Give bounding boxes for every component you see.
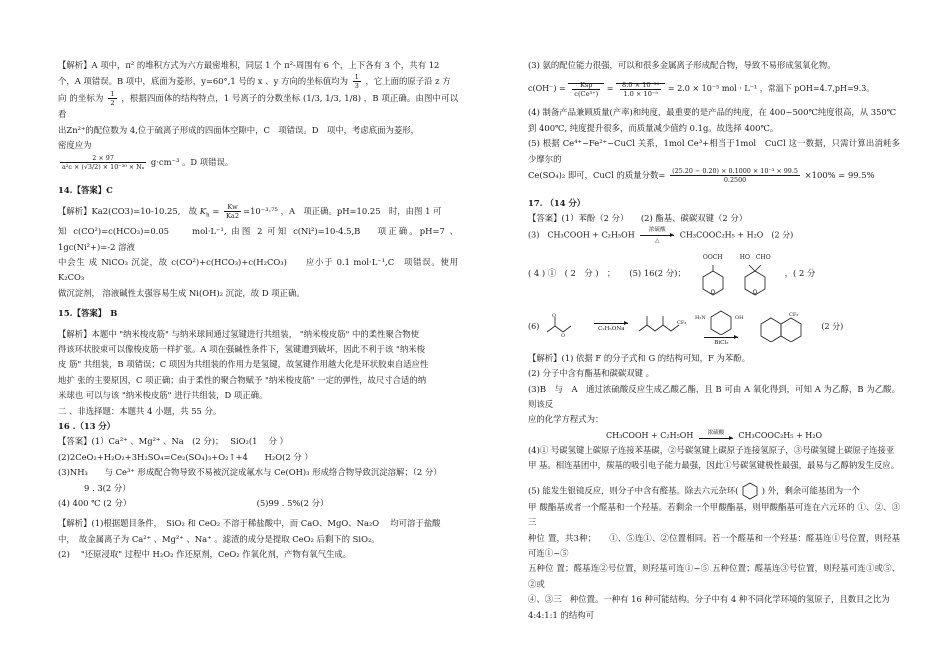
q17-explanation-4b: 甲 基。相连基团中，羰基的吸引电子能力最强，因此①号碳氢键极性最强，最易与乙醇钠发生反应。 — [528, 460, 900, 471]
q17-answer-4-5-row: ( 4 ) ① ( 2 分 ) ； (5) 16(2 分)； OOCH O HO CHO O ，( 2 分 — [528, 250, 900, 297]
aminophenol-icon — [693, 307, 749, 335]
q15-analysis-line2: 得该环状胶束可以像梭皮筋一样扩张。A 项在强碱性条件下，氢键遭到破坏，因此不利于该 "纳米梭 — [58, 343, 425, 354]
oh-concentration-formula: c(OH⁻) = $\frac{\text{Ksp}}{\text{c(Ce³⁺)}}$ = $\frac{\text{8.0 × 10⁻²¹}}{\text{1.0 × 10⁻⁵}}$ = 2.0 × 10⁻⁵ mol · L⁻¹ ，常温下 pOH=4.7,pH=9.3。 — [528, 80, 875, 98]
q16-title: 16 .（13 分） — [58, 420, 116, 431]
q14-analysis-line2: 知 c(CO²)=c(HCO₃)=0.05 mol·L⁻¹, 由图 2 可知 c(Ni²)=10-4.5,B 项正确。pH=7 、1gc(Ni²+)=-2 溶液 — [58, 226, 458, 252]
q16-answer-4-5: (4) 400 ℃ (2 分） (5)99 . 5%(2 分） — [58, 498, 329, 509]
q16-explanation-1: 【解析】(1)根据题目条件， SiO₂ 和 CeO₂ 不溶于稀盐酸中，而 CaO、MgO、Na₂O 均可溶于盐酸 — [58, 518, 441, 529]
oxane-ring-icon — [740, 265, 770, 297]
svg-text:CF₃: CF₃ — [677, 320, 687, 327]
q17-explanation-5a: (5) 能发生银镜反应，则分子中含有醛基。除去六元杂环( ) 外，剩余可能基团为一个 — [528, 482, 900, 500]
q17-explanation-5b: 甲 酸酯基或者一个醛基和一个羟基。若剩余一个甲酸酯基，则甲酸酯基可连在六元环的 ①、②、③三 — [528, 501, 900, 528]
q15-analysis-line4: 地扩 张的主要原因，C 项正确；由于柔性的聚合物赋予 "纳米梭皮筋" 一定的弹性，故尺寸合适的纳 — [58, 374, 427, 385]
oxane-ring-icon — [700, 265, 726, 297]
q13-analysis-line4: 出Zn²⁺的配位数为 4,位于硫离子形成的四面体空隙中，C 项错误。D 项中，考虑底面为菱形， — [58, 124, 420, 135]
density-fraction: $\frac{2 \times 97}{\text{a²c × (√3/2) × 10⁻³⁰ × Nₐ}}$ — [62, 153, 145, 171]
q14-analysis-line4: 做沉淀剂， 溶液碱性太强容易生成 Ni(OH)₂ 沉淀，故 D 项正确。 — [58, 287, 305, 298]
svg-text:O: O — [561, 333, 566, 340]
aminophenol-reactant — [693, 307, 749, 346]
q15-analysis-line5: 米球也 可以与该 "纳米梭皮筋" 进行共组装，D 项正确。 — [58, 390, 268, 401]
kh-formula: $K_h$ = $\frac{Kw}{Ka2}$ =10⁻³·⁷⁵ — [199, 203, 278, 221]
q14-analysis-line1: 【解析】Ka2(CO3)=10-10.25, 故 $K_h$ = $\frac{Kw}{Ka2}$ =10⁻³·⁷⁵ ，A 项正确。pH=10.25 时，由图 1 可 — [58, 203, 442, 221]
right-column — [528, 58, 900, 623]
coumarin-product-icon — [755, 310, 815, 342]
svg-text:O: O — [752, 288, 758, 296]
structure-2: HO CHO O — [739, 253, 771, 296]
q16-answer-1: 【答案】(1）Ca²⁺ 、Mg²⁺ 、Na (2 分)； SiO₂(1 分 ） — [58, 436, 288, 447]
q17-explanation-5d: 五种位 置；醛基连②号位置，则羟基可连①~⑤ 五种位置；醛基连③号位置，则羟基可连①或⑤、②或 — [528, 563, 900, 589]
reaction-arrow: BiCl₃ — [704, 335, 738, 346]
q16-explanation-2: 中， 故金属离子为 Ca²⁺ 、Mg²⁺ 、Na⁺ 。滤渣的成分是提取 CeO₂ 后剩下的 SiO₂。 — [58, 533, 380, 544]
q17-answer-6-synthesis: (6) O O C₂H₅ONa CF₃ H₂N OH BiCl₃ CF₃ (2 分) — [528, 307, 900, 346]
q13-density-formula: $\frac{2 \times 97}{\text{a²c × (√3/2) × 10⁻³⁰ × Nₐ}}$ g·cm⁻³ 。D 项错误。 — [62, 153, 234, 171]
reaction-arrow: 浓硫酸 △ — [640, 227, 674, 244]
ethyl-acetate-structure-icon — [545, 312, 585, 340]
reaction-arrow: C₂H₅ONa — [594, 321, 628, 332]
q16-explanation-r1: (3) 氨的配位能力很强，可以和很多金属离子形成配合物，导致不易形成氢氧化物。 — [528, 60, 836, 70]
trifluoro-ketoester-icon — [637, 311, 687, 341]
q17-explanation-3b: 应的化学方程式为： — [528, 414, 604, 425]
q17-explanation-1: 【解析】(1) 依据 F 的分子式和 G 的结构可知，F 为苯酚。 — [528, 352, 751, 363]
q15-answer-title: 15.【答案】 B — [58, 308, 118, 319]
q16-explanation-r5a: (5) 根据 Ce⁴⁺~Fe²⁺~CuCl 关系，1mol Ce³+相当于1mol CuCl 这一数据，只需计算出消耗多少摩尔的 — [528, 138, 900, 164]
left-column — [58, 58, 458, 563]
q17-answer-3-equation: (3) CH₃COOH + C₂H₅OH 浓硫酸 △ CH₃COOC₂H₅ + H₂O (2 分) — [528, 226, 794, 244]
fractional-coordinate: 1/3, 1/3, 1/8 — [306, 93, 358, 104]
reaction-arrow: 浓硫酸 — [699, 430, 733, 441]
q13-analysis-line5: 密度应为 — [58, 140, 92, 151]
q17-title: 17. （14 分） — [528, 198, 586, 209]
q17-explanation-5e: ④、③三 种位置。一种有 16 种可能结构。分子中有 4 种不同化学环境的氢原子，且数目之比为 — [528, 594, 890, 605]
q16-explanation-r4a: (4) 制备产品兼顾质量(产率)和纯度，最重要的是产品的纯度，在 400~500℃纯度很高，从 350℃ — [528, 107, 897, 118]
fraction-one-half: $\frac{1}{2}$ — [110, 90, 115, 108]
oxane-ring-icon — [741, 482, 759, 500]
mass-fraction: $\frac{\text{(25.20 − 0.20) × 0.1000 × 10⁻³ × 99.5}}{0.2500}$ — [672, 167, 798, 185]
q15-analysis-line3: 皮 筋" 共组装，B 项错误；C 项因为共组装的作用力是氢键，故氢键作用越大化是环状胶束自适应性 — [58, 359, 429, 370]
q13-analysis-line2: 个，A 项错误。B 项中，底面为菱形，y=60°,1 号的 x 、y 方向的坐标值均为 $\frac{1}{3}$ ，它上面的原子沿 z 方 — [58, 73, 451, 91]
fraction-one-third: $\frac{1}{3}$ — [354, 73, 359, 91]
q17-explanation-5f: 4:4:1:1 的结构可 — [528, 609, 594, 620]
svg-text:OH: OH — [735, 314, 744, 321]
q17-explanation-2: (2) 分子中含有酯基和碳碳双键 。 — [528, 368, 655, 379]
q17-explanation-5c: 种位 置，共3种； ①、⑤连①、②位置相同。若一个醛基和一个羟基：醛基连①号位置，则羟基可连①~⑤ — [528, 532, 900, 558]
q14-answer-title: 14.【答案】C — [58, 184, 113, 195]
q17-explanation-3a: (3)B 与 A 通过浓硫酸反应生成乙酸乙酯，且 B 可由 A 氧化得到，可知 A 为乙醇，B 为乙酸。则该反 — [528, 383, 900, 410]
q13-analysis-line1: 【解析】A 项中，π² 的堆积方式为六方最密堆积，同层 1 个 π²-周围有 6 个，上下各有 3 个，共有 12 — [58, 60, 440, 70]
q16-explanation-3: (2) "还原浸取" 过程中 H₂O₂ 作还原剂，CeO₂ 作氧化剂，产物有氧气生成。 — [58, 549, 352, 560]
q13-analysis-line3: 向 的坐标为 $\frac{1}{2}$ ，根据四面体的结构特点，1 号离子的分数坐标 (1/3, 1/3, 1/8) ，B 项正确。由图中可以看 — [58, 90, 458, 120]
svg-text:CF₃: CF₃ — [789, 312, 799, 319]
q17-explanation-equation: CH₃COOH + C₂H₅OH 浓硫酸 CH₃COOC₂H₅ + H₂O — [605, 430, 823, 440]
q16-answer-3b: 9 . 3(2 分） — [84, 482, 131, 493]
q14-analysis-line3: 中会生 成 NiCO₃ 沉淀，故 c(CO²)+c(HCO₃)+c(H₂CO₃) 应小于 0.1 mol·L⁻¹,C 项错误。使用 K₂CO₃ — [58, 256, 458, 283]
q17-explanation-4a: (4)① 号碳氢键上碳原子连接苯基碳，②号碳氢键上碳原子连接氢原子，③号碳氢键上碳原子连接亚 — [528, 444, 895, 455]
q16-explanation-r4b: 到 400℃, 纯度提升很多，而质量减少值约 0.1g。故选择 400℃。 — [528, 122, 779, 133]
svg-text:H₂N: H₂N — [695, 314, 707, 321]
q16-answer-2: (2)2CeO₂+H₂O₂+3H₂SO₄=Ce₂(SO₄)₃+O₂↑+4 H₂O(2 分 ） — [58, 451, 313, 462]
structure-1: OOCH O — [700, 250, 726, 297]
section-heading-nonchoice: 二 、非选择题：本题共 4 小题，共 55 分。 — [58, 405, 222, 416]
svg-text:O: O — [710, 288, 715, 296]
q15-analysis-line1: 【解析】本题中 "纳米梭皮筋" 与纳米球间通过氢键进行共组装， "纳米梭皮筋" 中的柔性聚合物使 — [58, 328, 420, 339]
svg-text:O: O — [552, 313, 557, 320]
q16-answer-3: (3)NH₃ 与 Ce³⁺ 形成配合物导致不易被沉淀成氟水与 Ce(OH)₃ 形成络合物导致沉淀溶解；（2 分） — [58, 467, 442, 478]
q17-answer-1-2: 【答案】(1）苯酚（2 分） (2) 酯基、碳碳双键（2 分） — [528, 213, 748, 224]
q16-explanation-r5b: Ce(SO₄)₂ 即可，CuCl 的质量分数= $\frac{\text{(25.20 − 0.20) × 0.1000 × 10⁻³ × 99.5}}{0.2500}$ ×100% = 99.5% — [528, 167, 875, 185]
